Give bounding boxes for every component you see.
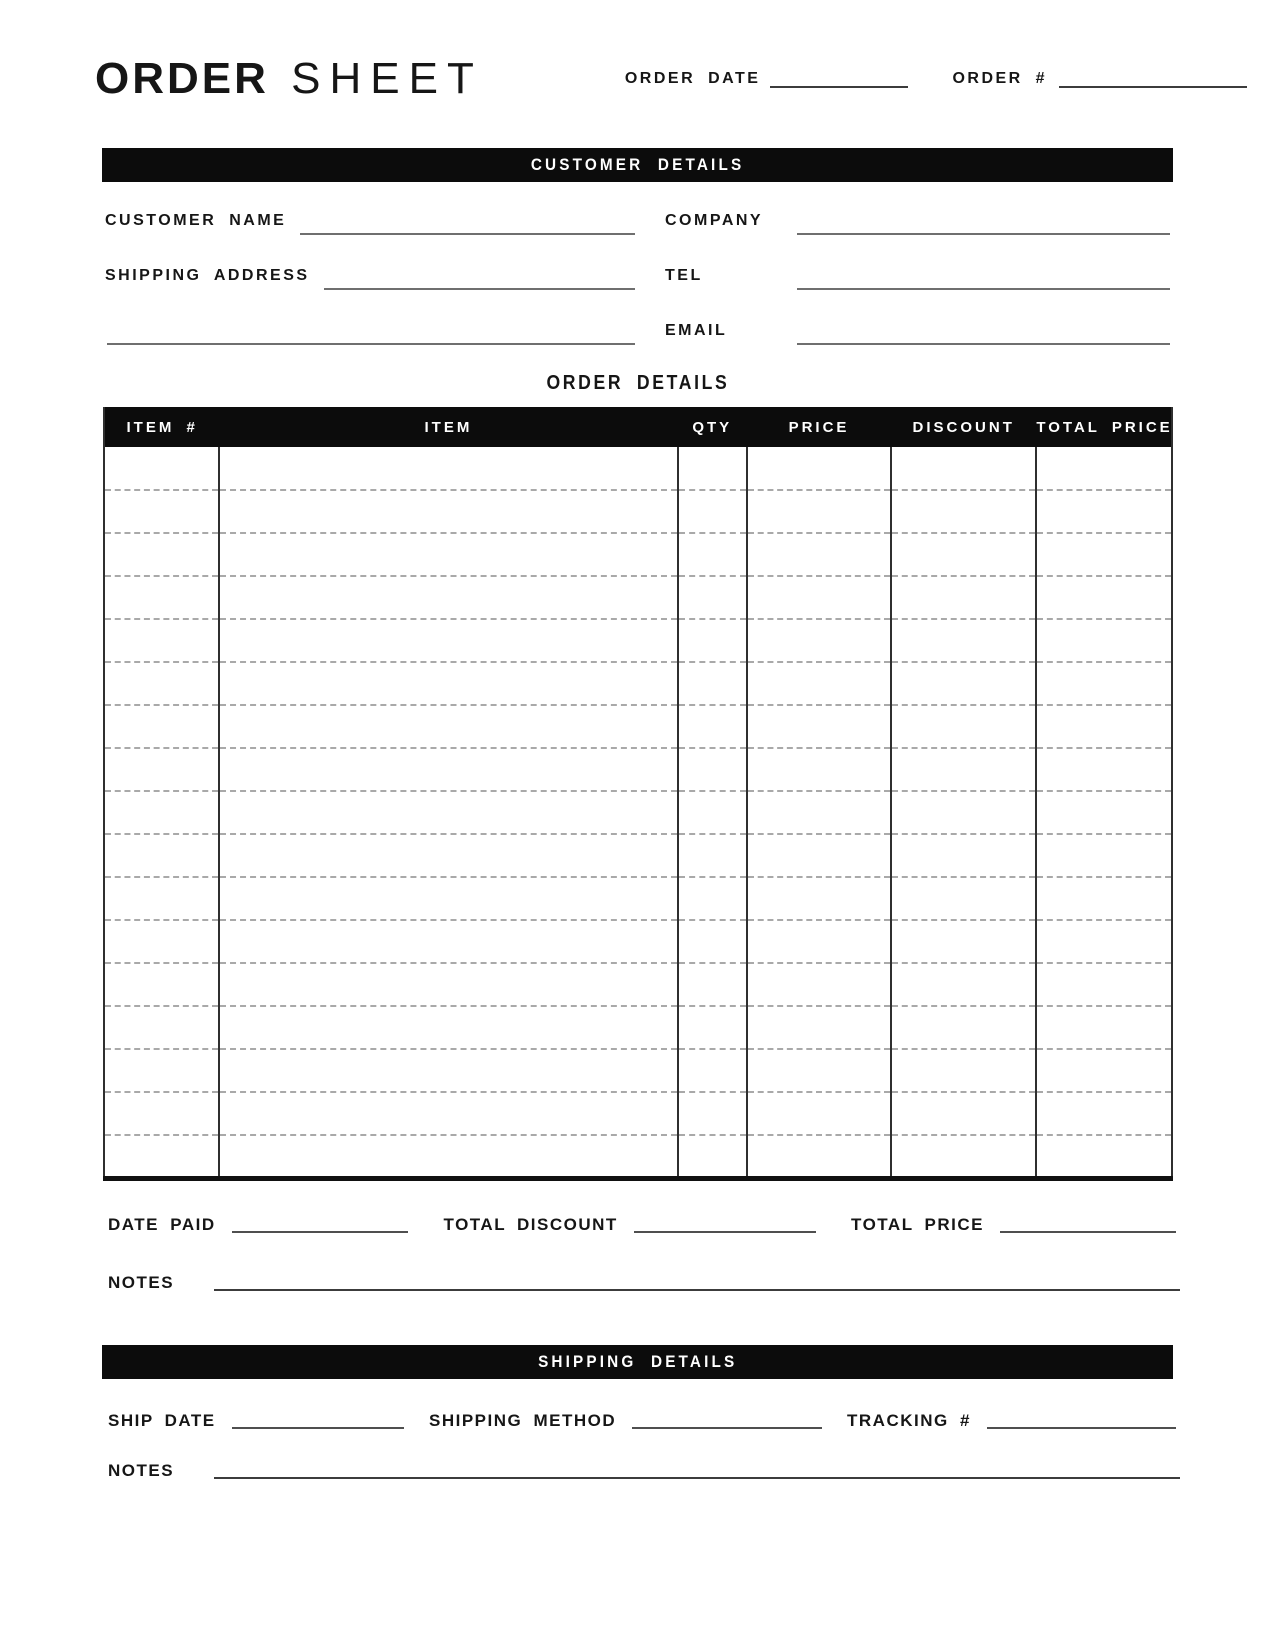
table-row: [104, 1092, 1172, 1135]
total-discount-label: TOTAL DISCOUNT: [443, 1214, 618, 1234]
table-cell[interactable]: [747, 963, 891, 1006]
table-cell[interactable]: [747, 447, 891, 490]
shipping-fields-row: [108, 1411, 1176, 1431]
table-cell[interactable]: [678, 920, 747, 963]
table-cell[interactable]: [1036, 963, 1172, 1006]
table-cell[interactable]: [747, 834, 891, 877]
company-input-line[interactable]: [797, 225, 1170, 235]
table-cell[interactable]: [747, 619, 891, 662]
customer-name-field: [105, 193, 635, 248]
shipping-address-input-line[interactable]: [324, 280, 635, 290]
table-row: [104, 619, 1172, 662]
table-cell[interactable]: [104, 920, 219, 963]
table-cell[interactable]: [891, 877, 1036, 920]
customer-fields: [105, 193, 1170, 358]
table-cell[interactable]: [678, 748, 747, 791]
payment-summary-row: [108, 1215, 1176, 1235]
table-cell[interactable]: [1036, 490, 1172, 533]
table-cell[interactable]: [219, 1006, 677, 1049]
email-input-line[interactable]: [797, 335, 1170, 345]
table-cell[interactable]: [1036, 619, 1172, 662]
column-header: ITEM: [219, 407, 677, 447]
table-cell[interactable]: [891, 791, 1036, 834]
table-cell[interactable]: [747, 1049, 891, 1092]
total-discount-field: [444, 1215, 816, 1235]
order-number-input-line[interactable]: [1059, 78, 1247, 88]
table-cell[interactable]: [219, 791, 677, 834]
column-header: PRICE: [747, 407, 891, 447]
table-cell[interactable]: [104, 533, 219, 576]
table-cell[interactable]: [891, 1092, 1036, 1135]
table-row: [104, 748, 1172, 791]
table-row: [104, 533, 1172, 576]
order-notes-input-line[interactable]: [214, 1281, 1180, 1291]
table-cell[interactable]: [678, 490, 747, 533]
tel-label: TEL: [665, 266, 703, 284]
table-cell[interactable]: [891, 1049, 1036, 1092]
table-cell[interactable]: [104, 576, 219, 619]
table-row: [104, 791, 1172, 834]
page-title-light: SHEET: [291, 54, 483, 103]
table-row: [104, 834, 1172, 877]
date-paid-label: DATE PAID: [108, 1214, 216, 1234]
shipping-address-line2-input-line[interactable]: [107, 335, 635, 345]
table-cell[interactable]: [747, 662, 891, 705]
table-row: [104, 1135, 1172, 1178]
table-cell[interactable]: [678, 447, 747, 490]
shipping-details-banner-label: SHIPPING DETAILS: [537, 1351, 738, 1371]
table-row: [104, 1006, 1172, 1049]
table-cell[interactable]: [219, 705, 677, 748]
table-row: [104, 447, 1172, 490]
table-cell[interactable]: [891, 1006, 1036, 1049]
table-cell[interactable]: [104, 834, 219, 877]
table-cell[interactable]: [891, 490, 1036, 533]
table-cell[interactable]: [891, 834, 1036, 877]
table-cell[interactable]: [219, 490, 677, 533]
table-cell[interactable]: [747, 1135, 891, 1178]
table-cell[interactable]: [678, 1092, 747, 1135]
total-discount-input-line[interactable]: [634, 1223, 816, 1233]
table-cell[interactable]: [104, 1135, 219, 1178]
table-cell[interactable]: [678, 662, 747, 705]
shipping-notes-label: NOTES: [108, 1460, 175, 1480]
table-cell[interactable]: [1036, 1135, 1172, 1178]
tracking-number-input-line[interactable]: [987, 1419, 1176, 1429]
table-cell[interactable]: [104, 963, 219, 1006]
table-cell[interactable]: [1036, 533, 1172, 576]
table-cell[interactable]: [1036, 705, 1172, 748]
table-cell[interactable]: [678, 791, 747, 834]
table-cell[interactable]: [678, 576, 747, 619]
table-row: [104, 705, 1172, 748]
table-cell[interactable]: [104, 705, 219, 748]
table-cell[interactable]: [104, 791, 219, 834]
order-table-body: [104, 447, 1172, 1178]
order-details-heading: [0, 372, 1275, 395]
table-cell[interactable]: [1036, 920, 1172, 963]
shipping-details-banner: [102, 1345, 1173, 1379]
table-cell[interactable]: [1036, 1049, 1172, 1092]
table-cell[interactable]: [747, 1006, 891, 1049]
table-cell[interactable]: [891, 619, 1036, 662]
table-cell[interactable]: [1036, 447, 1172, 490]
table-cell[interactable]: [747, 705, 891, 748]
column-header: DISCOUNT: [891, 407, 1036, 447]
tracking-number-field: [847, 1411, 1176, 1431]
customer-details-banner-label: CUSTOMER DETAILS: [530, 155, 745, 174]
table-cell[interactable]: [104, 877, 219, 920]
table-cell[interactable]: [219, 533, 677, 576]
table-cell[interactable]: [104, 1092, 219, 1135]
table-cell[interactable]: [678, 533, 747, 576]
order-details-heading-text: ORDER DETAILS: [546, 372, 729, 394]
table-cell[interactable]: [678, 619, 747, 662]
table-cell[interactable]: [104, 662, 219, 705]
table-cell[interactable]: [1036, 1092, 1172, 1135]
table-row: [104, 920, 1172, 963]
table-cell[interactable]: [219, 576, 677, 619]
table-cell[interactable]: [678, 1049, 747, 1092]
table-cell[interactable]: [747, 877, 891, 920]
email-label: EMAIL: [665, 321, 728, 339]
table-cell[interactable]: [219, 447, 677, 490]
table-cell[interactable]: [1036, 791, 1172, 834]
shipping-method-input-line[interactable]: [632, 1419, 822, 1429]
date-paid-field: [108, 1215, 408, 1235]
shipping-notes-field: [108, 1461, 1180, 1481]
table-cell[interactable]: [219, 1092, 677, 1135]
table-row: [104, 490, 1172, 533]
table-cell[interactable]: [219, 920, 677, 963]
order-table-header-row: [104, 407, 1172, 447]
table-cell[interactable]: [1036, 834, 1172, 877]
ship-date-label: SHIP DATE: [108, 1410, 216, 1430]
column-header: TOTAL PRICE: [1036, 407, 1172, 447]
table-cell[interactable]: [219, 748, 677, 791]
page-title-bold: ORDER: [95, 54, 269, 103]
tracking-number-label: TRACKING #: [847, 1410, 971, 1430]
order-date-input-line[interactable]: [770, 78, 908, 88]
table-cell[interactable]: [1036, 576, 1172, 619]
total-price-input-line[interactable]: [1000, 1223, 1176, 1233]
order-date-field: [625, 70, 909, 88]
shipping-method-label: SHIPPING METHOD: [429, 1410, 617, 1430]
order-date-label: ORDER DATE: [624, 70, 761, 87]
customer-name-input-line[interactable]: [300, 225, 635, 235]
table-cell[interactable]: [891, 662, 1036, 705]
table-cell[interactable]: [219, 877, 677, 920]
company-field: [665, 193, 1170, 248]
table-cell[interactable]: [219, 1135, 677, 1178]
table-cell[interactable]: [891, 920, 1036, 963]
tel-field: [665, 248, 1170, 303]
shipping-address-line2-field: [105, 303, 635, 358]
table-cell[interactable]: [678, 1006, 747, 1049]
table-cell[interactable]: [747, 920, 891, 963]
order-notes-field: [108, 1273, 1180, 1293]
company-label: COMPANY: [665, 211, 764, 229]
table-cell[interactable]: [891, 748, 1036, 791]
table-cell[interactable]: [1036, 1006, 1172, 1049]
shipping-method-field: [429, 1411, 822, 1431]
ship-date-input-line[interactable]: [232, 1419, 404, 1429]
table-row: [104, 576, 1172, 619]
customer-name-label: CUSTOMER NAME: [105, 211, 287, 229]
table-row: [104, 963, 1172, 1006]
table-cell[interactable]: [891, 963, 1036, 1006]
total-price-label: TOTAL PRICE: [851, 1214, 984, 1234]
ship-date-field: [108, 1411, 404, 1431]
table-cell[interactable]: [747, 1092, 891, 1135]
table-cell[interactable]: [104, 748, 219, 791]
table-cell[interactable]: [219, 1049, 677, 1092]
table-cell[interactable]: [678, 1135, 747, 1178]
table-cell[interactable]: [104, 490, 219, 533]
table-cell[interactable]: [747, 490, 891, 533]
date-paid-input-line[interactable]: [232, 1223, 408, 1233]
table-cell[interactable]: [219, 963, 677, 1006]
order-table: [103, 407, 1173, 1181]
order-number-label: ORDER #: [952, 70, 1048, 87]
table-cell[interactable]: [678, 877, 747, 920]
table-cell[interactable]: [747, 791, 891, 834]
table-cell[interactable]: [1036, 877, 1172, 920]
table-cell[interactable]: [1036, 748, 1172, 791]
page-title: [95, 54, 483, 104]
table-cell[interactable]: [891, 705, 1036, 748]
table-cell[interactable]: [678, 963, 747, 1006]
table-row: [104, 877, 1172, 920]
table-cell[interactable]: [1036, 662, 1172, 705]
shipping-address-field: [105, 248, 635, 303]
tel-input-line[interactable]: [797, 280, 1170, 290]
shipping-notes-input-line[interactable]: [214, 1469, 1180, 1479]
table-cell[interactable]: [891, 447, 1036, 490]
table-cell[interactable]: [891, 533, 1036, 576]
customer-details-banner: [102, 148, 1173, 182]
order-notes-label: NOTES: [108, 1272, 175, 1292]
table-cell[interactable]: [747, 748, 891, 791]
table-cell[interactable]: [104, 447, 219, 490]
table-cell[interactable]: [678, 705, 747, 748]
table-cell[interactable]: [219, 834, 677, 877]
table-cell[interactable]: [678, 834, 747, 877]
order-table-head: [104, 407, 1172, 447]
order-number-field: [952, 70, 1247, 88]
table-cell[interactable]: [219, 662, 677, 705]
table-cell[interactable]: [104, 1006, 219, 1049]
column-header: QTY: [678, 407, 747, 447]
table-cell[interactable]: [891, 576, 1036, 619]
email-field: [665, 303, 1170, 358]
table-cell[interactable]: [747, 533, 891, 576]
table-cell[interactable]: [104, 1049, 219, 1092]
table-row: [104, 1049, 1172, 1092]
table-cell[interactable]: [747, 576, 891, 619]
table-row: [104, 662, 1172, 705]
table-cell[interactable]: [891, 1135, 1036, 1178]
shipping-address-label: SHIPPING ADDRESS: [105, 266, 310, 284]
page-header: [0, 0, 1275, 104]
column-header: ITEM #: [104, 407, 219, 447]
table-cell[interactable]: [104, 619, 219, 662]
table-cell[interactable]: [219, 619, 677, 662]
total-price-field: [851, 1215, 1176, 1235]
